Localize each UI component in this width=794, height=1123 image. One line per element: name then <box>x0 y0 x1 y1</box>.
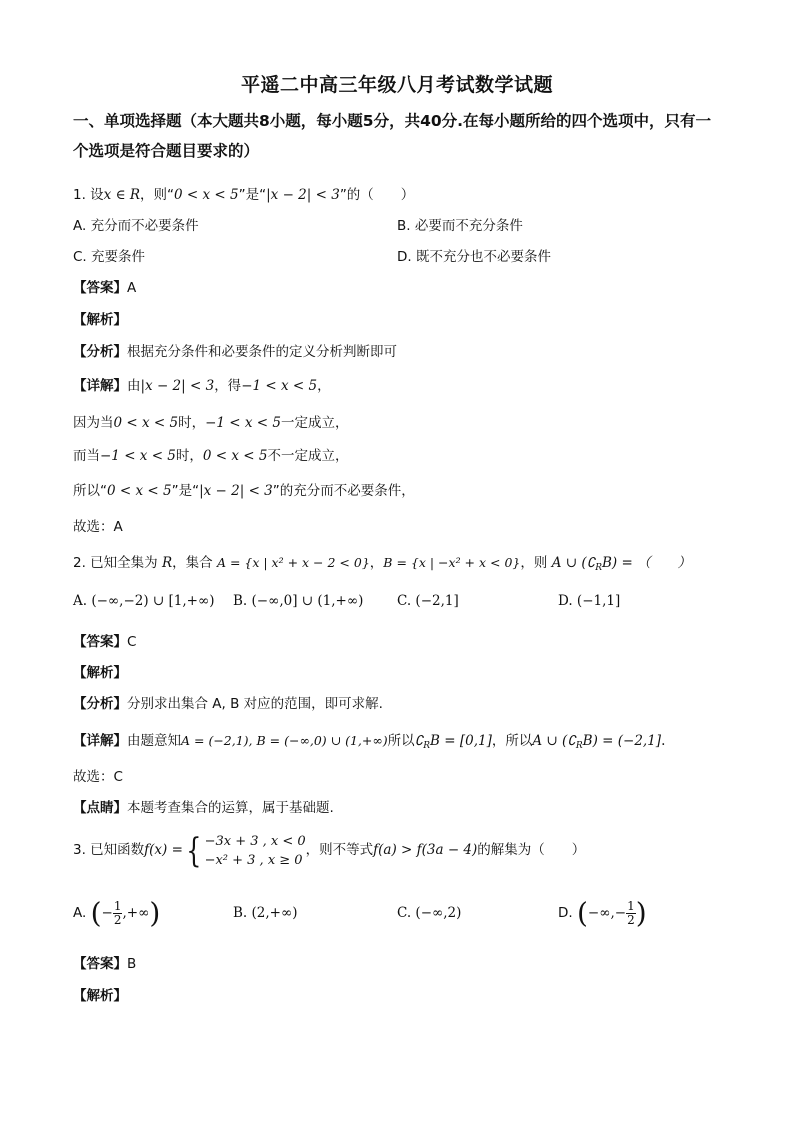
piecewise-cases: −3x + 3 , x < 0 −x² + 3 , x ≥ 0 <box>204 833 306 868</box>
q1-answer: 【答案】A <box>73 280 137 296</box>
q3-answer: 【答案】B <box>73 956 137 972</box>
q2-fenxi: 【分析】分别求出集合 A, B 对应的范围，即可求解. <box>73 696 383 712</box>
q1-option-d: D. 既不充分也不必要条件 <box>397 249 551 265</box>
brace-symbol: { <box>186 830 202 871</box>
q2-comment: 【点睛】本题考查集合的运算，属于基础题. <box>73 800 334 816</box>
q1-analysis-label: 【解析】 <box>73 312 127 328</box>
q2-analysis-label: 【解析】 <box>73 665 127 681</box>
q3-option-b: B. (2,+∞) <box>233 905 298 921</box>
q2-detail: 【详解】由题意知A = (−2,1), B = (−∞,0) ∪ (1,+∞)所以$∁_RB = [0,1]$，所以A ∪ $(∁_RB) = (-2,1]$. <box>73 733 666 751</box>
q1-option-c: C. 充要条件 <box>73 249 146 265</box>
q2-stem: 2. 已知全集为 R，集合 A = {x | x² + x − 2 < 0}，B = {x | −x² + x < 0}，则 A ∪ $(∁_RB)$ = （ ） <box>73 555 692 573</box>
q3-option-d: D. (−∞,− $\frac{1}{2}$ ) <box>558 896 647 930</box>
q3-option-c: C. (−∞,2) <box>397 905 462 921</box>
q1-detail-line-3: 而当−1 < x < 5时，0 < x < 5不一定成立， <box>73 448 349 464</box>
q2-option-a: A. (−∞,−2) ∪ [1,+∞) <box>73 593 215 609</box>
q3-analysis-label: 【解析】 <box>73 988 127 1004</box>
q1-option-b: B. 必要而不充分条件 <box>397 218 523 234</box>
q2-option-b: B. (−∞,0] ∪ (1,+∞) <box>233 593 364 609</box>
page-title: 平遥二中高三年级八月考试数学试题 <box>240 74 553 96</box>
q3-stem: 3. 已知函数f(x) ={ −3x + 3 , x < 0 −x² + 3 , x ≥ 0 ，则不等式f(a) > f(3a − 4)的解集为（ ） <box>73 830 586 871</box>
q2-option-c: C. (−2,1] <box>397 593 459 609</box>
q1-option-a: A. 充分而不必要条件 <box>73 218 199 234</box>
q2-option-d: D. (−1,1] <box>558 593 621 609</box>
q1-stem: 1. 设x ∈ R，则“0 < x < 5”是“|x − 2| < 3”的（ ） <box>73 187 415 203</box>
section-heading: 一、单项选择题（本大题共8小题，每小题5分，共40分.在每小题所给的四个选项中，只有一个选项是符合题目要求的） <box>73 112 712 160</box>
q1-choose: 故选：A <box>73 519 123 535</box>
q1-fenxi: 【分析】根据充分条件和必要条件的定义分析判断即可 <box>73 344 397 360</box>
q1-detail-line-1: 【详解】由|x − 2| < 3，得−1 < x < 5， <box>73 378 331 394</box>
q2-choose: 故选：C <box>73 769 123 785</box>
q1-detail-line-4: 所以“0 < x < 5”是“|x − 2| < 3”的充分而不必要条件， <box>73 483 415 499</box>
q2-answer: 【答案】C <box>73 634 137 650</box>
q1-detail-line-2: 因为当0 < x < 5时，−1 < x < 5一定成立， <box>73 415 349 431</box>
q3-option-a: A. (− $\frac{1}{2}$ ,+∞) <box>73 896 161 930</box>
